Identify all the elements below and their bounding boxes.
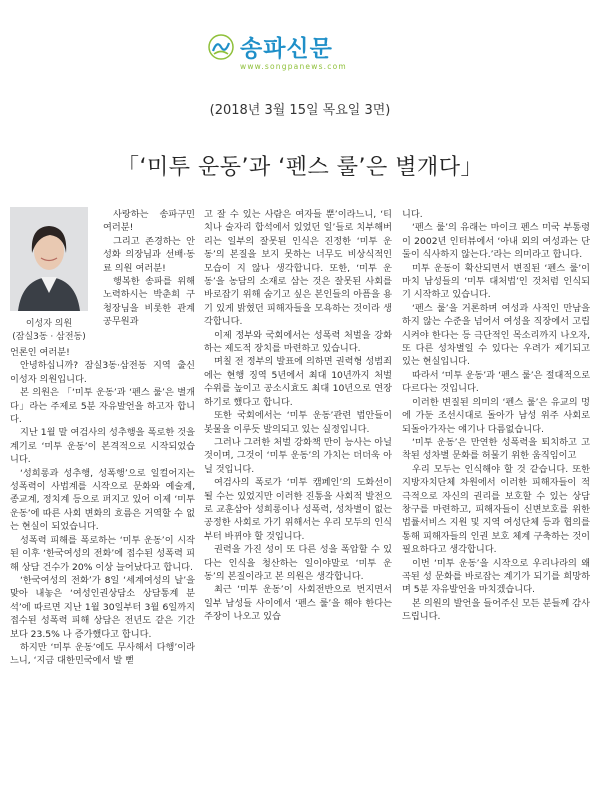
paragraph: 사랑하는 송파구민 여러분! — [103, 209, 195, 234]
paragraph: ‘펜스 룰’을 거론하며 여성과 사적인 만남을 하지 않는 수준을 넘어서 여성을 직장에서 고립시켜야 한다는 등 극단적인 목소리까지 나오자, 또 다른 성차별일 수 있다는 우려가 제기되고 있는 현실입니다. — [402, 302, 590, 368]
column-1 — [10, 346, 195, 668]
paragraph: ‘한국여성의 전화’가 8일 ‘세계여성의 날’을 맞아 내놓은 ‘여성인권상담소 상담통계 분석’에 따르면 지난 1월 30일부터 3월 6일까지 접수된 성폭력 피해 상담은 전년도 같은 기간보다 23.5% 나 증가했다고 합니다. — [10, 574, 195, 640]
paragraph: 고 잘 수 있는 사람은 여자들 뿐’이라느니, ‘티치나 술자리 합석에서 있었던 일’들로 치부해버리는 일부의 잘못된 인식은 진정한 ‘미투 운동’의 본질을 보지 못하는 너무도 비상식적인 모습이 지 않나 생각합니다. 또한, ‘미투 운동’을 농담의 소재로 삼는 것은 잘못된 사회를 바로잡기 위해 숨기고 싶은 본인들의 아픔을 용기 있게 밝혔던 피해자들을 모욕하는 것이라 생각합니다. — [204, 209, 392, 328]
paragraph: 행복한 송파를 위해 노력하시는 박춘희 구청장님을 비롯한 관계 공무원과 — [103, 276, 195, 328]
author-district: (잠실3동 · 삼전동) — [12, 332, 86, 342]
author-name: 이성자 의원 — [25, 319, 73, 329]
newspaper-title: 송파신문 — [240, 36, 333, 62]
paragraph: 그리고 존경하는 안성화 의장님과 선배·동료 의원 여러분! — [103, 235, 195, 274]
paragraph: 하지만 ‘미투 운동’에도 무사해서 다행’이라느니, ‘지금 대한민국에서 발 뻗 — [10, 641, 195, 667]
paragraph: 이러한 변질된 의미의 ‘펜스 룰’은 유교의 멍에 가둔 조선시대로 돌아가 남성 위주 사회로 되돌아가자는 얘기나 다름없습니다. — [402, 396, 590, 435]
paragraph: 그러나 그러한 처벌 강화책 만이 능사는 아닐 것이며, 그것이 ‘미투 운동’의 가치는 더더욱 아닐 것입니다. — [204, 436, 392, 475]
paragraph: 우리 모두는 인식해야 할 것 같습니다. 또한 지방자치단체 차원에서 이러한 피해자들이 적극적으로 자신의 권리를 보호할 수 있는 상담 창구를 마련하고, 피해자들이 신변보호를 위한 법률서비스 지원 및 지역 여성단체 등과 협의를 통해 피해자들의 인권 보호 체계 구축하는 것이 필요하다고 생각합니다. — [402, 463, 590, 556]
paragraph: 이번 ‘미투 운동’을 시작으로 우리나라의 왜곡된 성 문화를 바로잡는 계기가 되기를 희망하며 5분 자유발언을 마치겠습니다. — [402, 557, 590, 596]
column-2 — [204, 208, 392, 624]
paragraph: 언론인 여러분! — [10, 347, 70, 358]
paragraph: 안녕하십니까? 잠실3동·삼전동 지역 출신 이성자 의원입니다. — [10, 360, 195, 385]
column-3 — [402, 208, 590, 624]
paragraph: ‘미투 운동’은 만연한 성폭력을 퇴치하고 고착된 성차별 문화를 허물기 위한 움직임이고 — [402, 436, 590, 462]
paragraph: 본 의원의 발언을 들어주신 모든 분들께 감사드립니다. — [402, 597, 590, 623]
paragraph: 니다. — [402, 209, 423, 220]
paragraph: 본 의원은 「‘미투 운동’과 ‘펜스 룰’은 별개다」라는 주제로 5분 자유발언을 하고자 합니다. — [10, 387, 195, 426]
paragraph: 지난 1월 말 여검사의 성추행을 폭로한 것을 계기로 ‘미투 운동’이 본격적으로 시작되었습니다. — [10, 427, 195, 466]
headline: 「‘미투 운동’과 ‘펜스 룰’은 별개다」 — [117, 155, 483, 180]
paragraph: 따라서 ‘미투 운동’과 ‘펜스 룰’은 절대적으로 다르다는 것입니다. — [402, 369, 590, 395]
dateline: (2018년 3월 15일 목요일 3면) — [209, 103, 391, 118]
paragraph: 또한 국회에서는 ‘미투 운동’관련 법안들이 봇물을 이루듯 발의되고 있는 실정입니다. — [204, 410, 392, 435]
paragraph: 여검사의 폭로가 ‘미투 캠페인’의 도화선이 될 수는 있었지만 이러한 진통을 사회적 발전으로 교훈삼아 성희롱이나 성폭력, 성차별이 없는 공정한 사회로 가기 위해서는 우리 모두의 인식부터 바뀌야 할 것입니다. — [204, 477, 392, 542]
paragraph: 며칠 전 정부의 발표에 의하면 권력형 성범죄에는 현행 징역 5년에서 최대 10년까지 처벌 수위를 높이고 공소시효도 최대 10년으로 연장하기로 했다고 합니다. — [204, 356, 392, 408]
masthead — [200, 28, 400, 80]
songpa-logo-icon — [208, 34, 234, 60]
author-photo — [10, 207, 88, 311]
paragraph: ‘펜스 룰’의 유래는 마이크 펜스 미국 부통령이 2002년 인터뷰에서 ‘아내 외의 여성과는 단둘이 식사하지 않는다.’라는 의미라고 합니다. — [402, 222, 590, 261]
newspaper-url[interactable]: www.songpanews.com — [240, 62, 347, 71]
paragraph: 미투 운동이 확산되면서 변질된 ‘펜스 룰’이 마치 남성들의 ‘미투 대처법’인 것처럼 인식되기 시작하고 있습니다. — [402, 262, 590, 301]
paragraph: ‘성희롱과 성추행, 성폭행’으로 일컬어지는 성폭력이 사법계를 시작으로 문화와 예술계, 종교계, 정치계 등으로 퍼지고 있어 이제 ‘미투 운동’에 따른 사회 변화의 흐름은 거역할 수 없는 현실이 되었습니다. — [10, 467, 195, 533]
intro-text — [103, 208, 195, 329]
paragraph: 이제 정부와 국회에서는 성폭력 처벌을 강화하는 제도적 장치를 마련하고 있습니다. — [204, 329, 392, 355]
paragraph: 최근 ‘미투 운동’이 사회전반으로 번지면서 일부 남성들 사이에서 ‘펜스 룰’을 해야 한다는 주장이 나오고 있습 — [204, 584, 392, 623]
paragraph: 성폭력 피해를 폭로하는 ‘미투 운동’이 시작된 이후 ‘한국여성의 전화’에 접수된 성폭력 피해 상담 건수가 20% 이상 늘어났다고 합니다. — [10, 534, 195, 573]
paragraph: 권력을 가진 성이 또 다른 성을 폭압할 수 있다는 인식을 청산하는 일이야말로 ‘미투 운동’의 본질이라고 본 의원은 생각합니다. — [204, 544, 392, 582]
